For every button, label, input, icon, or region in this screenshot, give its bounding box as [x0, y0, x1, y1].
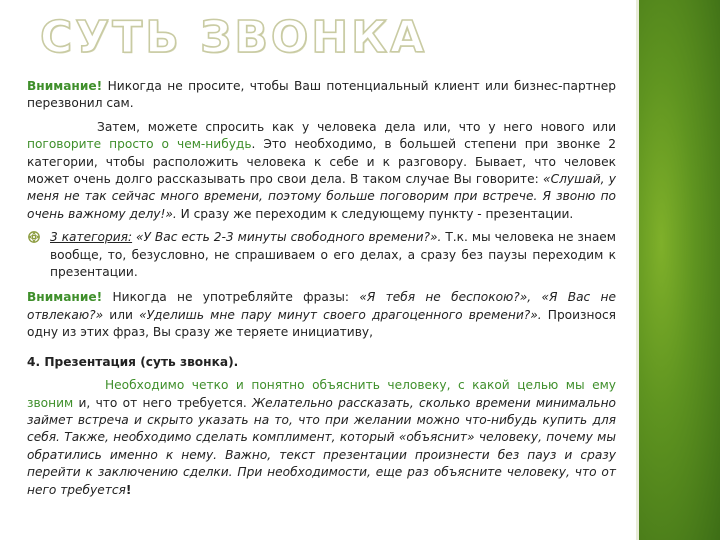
quote-text: «Слушай, у меня не так сейчас много времени, поэтому больше поговорим при встрече. Я звоню по очень важному делу!». — [27, 172, 616, 221]
warning-label: Внимание! — [27, 79, 103, 93]
text: и, что от него требуется. — [73, 395, 252, 410]
quote-text: «Уделишь мне пару минут своего драгоценного времени?». — [139, 307, 542, 322]
bullet-item-category-3 — [27, 229, 616, 281]
text: Затем, можете спросить как у человека дела или, что у него нового или — [97, 119, 616, 134]
page-title: СУТЬ ЗВОНКА — [40, 12, 428, 63]
section-heading: 4. Презентация (суть звонка). — [27, 354, 239, 369]
paragraph-warning-2 — [27, 289, 616, 341]
text: Т.к. мы человека не знаем вообще, то, безусловно, не спрашиваем о его делах, а сразу без паузы переходим к презентации. — [50, 230, 616, 280]
quote-text: «Я тебя не беспокою?», «Я Вас не отвлекаю?» — [27, 290, 617, 322]
text: Никогда не просите, чтобы Ваш потенциальный клиент или бизнес-партнер перезвонил сам. — [27, 79, 616, 111]
decorative-side-bar — [636, 0, 720, 540]
text: ! — [125, 482, 132, 497]
paragraph-greeting — [27, 119, 616, 223]
highlight-text: Необходимо четко и понятно объяснить человеку, с какой целью мы ему звоним — [27, 378, 616, 410]
text: . Это необходимо, в большей степени при звонке 2 категории, чтобы расположить человека к себе и к разговору. Бывает, что человек может очень долго рассказывать про свои дела. В таком случае Вы говорите: — [27, 137, 617, 187]
slide-content — [27, 78, 616, 505]
text: или — [103, 307, 140, 322]
category-label: 3 категория: — [50, 230, 133, 245]
highlight-text: чем-нибудь — [177, 137, 252, 152]
paragraph-presentation — [27, 377, 616, 499]
paragraph-warning-1 — [27, 78, 616, 113]
text: Произнося одну из этих фраз, Вы сразу же теряете инициативу, — [27, 307, 616, 340]
ornament-bullet-icon — [27, 230, 41, 244]
text: Никогда не употребляйте фразы: — [102, 290, 360, 305]
warning-label: Внимание! — [27, 290, 103, 305]
quote-text: «У Вас есть 2-3 минуты свободного времени?». — [136, 230, 442, 245]
italic-text: Желательно рассказать, сколько времени минимально займет встреча и скрыто указать на то, что при желании можно что-нибудь купить для себя. Также, необходимо сделать комплимент, который «объяснит» человеку, почему мы обратились именно к нему. Важно, текст презентации произнести без пауз и сразу перейти к заключению сделки. При необходимости, еще раз объясните человеку, что от него требуется — [27, 395, 616, 497]
text: И сразу же переходим к следующему пункту - презентации. — [176, 206, 574, 221]
text — [169, 137, 177, 151]
highlight-text: поговорите просто о — [27, 137, 170, 152]
